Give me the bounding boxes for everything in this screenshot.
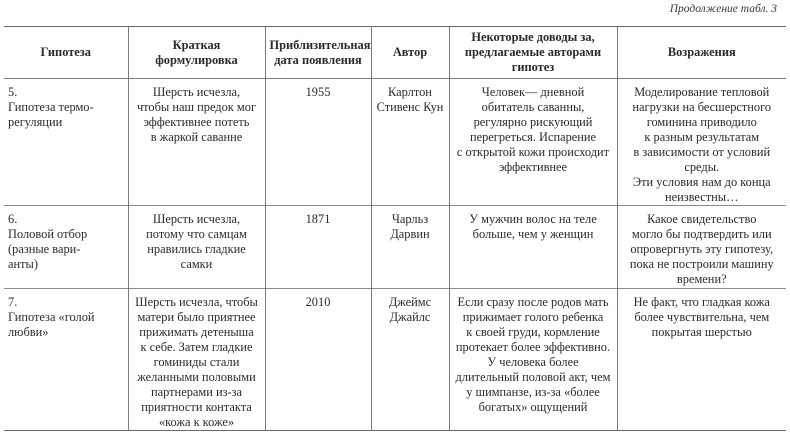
header-date: Приблизительная дата появления bbox=[265, 27, 371, 79]
cell-author: Чарльз Дарвин bbox=[371, 206, 449, 289]
cell-date: 1955 bbox=[265, 79, 371, 206]
cell-hypothesis: 7. Гипотеза «голой любви» bbox=[4, 289, 128, 431]
header-objections: Возражения bbox=[617, 27, 786, 79]
cell-arguments: Если сразу после родов мать прижимает голого ребенка к своей груди, кормление протекает более эффективно. У человека более длительный половой акт, чем у шимпанзе, из-за «более богатых» ощущений bbox=[449, 289, 617, 431]
hypotheses-table bbox=[4, 26, 786, 431]
table-row bbox=[4, 289, 786, 431]
table-row bbox=[4, 79, 786, 206]
cell-objections: Какое свидетельство могло бы подтвердить или опровергнуть эту гипотезу, пока не построили машину времени? bbox=[617, 206, 786, 289]
row-number: 5. bbox=[8, 85, 18, 99]
cell-hypothesis: 5. Гипотеза термо- регуляции bbox=[4, 79, 128, 206]
cell-arguments: Человек— дневной обитатель саванны, регулярно рискующий перегреться. Испарение с открытой кожи происходит эффективнее bbox=[449, 79, 617, 206]
cell-objections: Моделирование тепловой нагрузки на бесшерстного гоминина приводило к разным результатам в зависимости от условий среды. Эти условия нам до конца неизвестны… bbox=[617, 79, 786, 206]
cell-formulation: Шерсть исчезла, чтобы наш предок мог эффективнее потеть в жаркой саванне bbox=[128, 79, 265, 206]
header-formulation: Краткая формулировка bbox=[128, 27, 265, 79]
header-hypothesis: Гипотеза bbox=[4, 27, 128, 79]
table-caption: Продолжение табл. 3 bbox=[669, 3, 777, 15]
row-number: 7. bbox=[8, 295, 18, 309]
cell-hypothesis: 6. Половой отбор (разные вари- анты) bbox=[4, 206, 128, 289]
table-row bbox=[4, 206, 786, 289]
row-number: 6. bbox=[8, 212, 18, 226]
cell-formulation: Шерсть исчезла, потому что самцам нравились гладкие самки bbox=[128, 206, 265, 289]
cell-objections: Не факт, что гладкая кожа более чувствительна, чем покрытая шерстью bbox=[617, 289, 786, 431]
header-row bbox=[4, 27, 786, 79]
header-arguments: Некоторые доводы за, предлагаемые авторами гипотез bbox=[449, 27, 617, 79]
cell-author: Карлтон Стивенс Кун bbox=[371, 79, 449, 206]
cell-author: Джеймс Джайлс bbox=[371, 289, 449, 431]
cell-date: 1871 bbox=[265, 206, 371, 289]
cell-arguments: У мужчин волос на теле больше, чем у женщин bbox=[449, 206, 617, 289]
header-author: Автор bbox=[371, 27, 449, 79]
cell-date: 2010 bbox=[265, 289, 371, 431]
cell-formulation: Шерсть исчезла, чтобы матери было приятнее прижимать детеныша к себе. Затем гладкие гоминиды стали желанными половыми партнерами из-за приятности контакта «кожа к коже» bbox=[128, 289, 265, 431]
